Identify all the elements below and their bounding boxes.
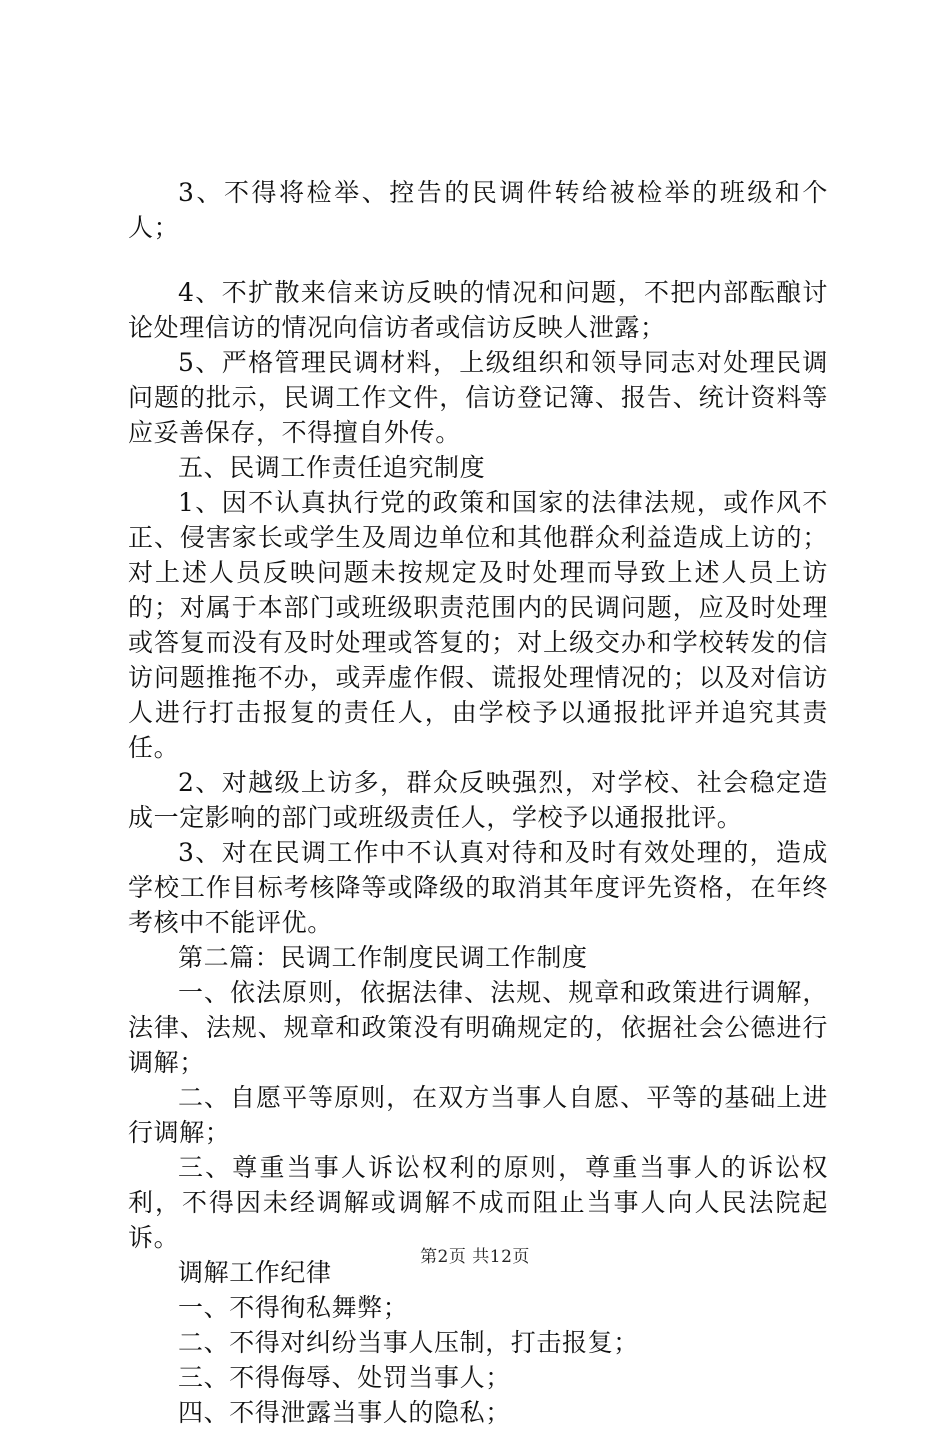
page-number-footer: 第2页 共12页 bbox=[420, 1247, 530, 1267]
paragraph-principle-3: 三、尊重当事人诉讼权利的原则，尊重当事人的诉讼权利，不得因未经调解或调解不成而阻止当事人向人民法院起诉。 bbox=[128, 1153, 828, 1252]
paragraph-rule-3: 3、不得将检举、控告的民调件转给被检举的班级和个人； bbox=[128, 178, 828, 242]
paragraph-rule-4: 4、不扩散来信来访反映的情况和问题，不把内部酝酿讨论处理信访的情况向信访者或信访反映人泄露； bbox=[128, 278, 828, 342]
section-heading-accountability: 五、民调工作责任追究制度 bbox=[178, 453, 486, 482]
section-heading-discipline: 调解工作纪律 bbox=[178, 1258, 332, 1287]
paragraph-principle-1: 一、依法原则，依据法律、法规、规章和政策进行调解，法律、法规、规章和政策没有明确规定的，依据社会公德进行调解； bbox=[128, 978, 828, 1077]
paragraph-accountability-3: 3、对在民调工作中不认真对待和及时有效处理的，造成学校工作目标考核降等或降级的取消其年度评先资格，在年终考核中不能评优。 bbox=[128, 838, 828, 937]
paragraph-discipline-2: 二、不得对纠纷当事人压制，打击报复； bbox=[178, 1328, 639, 1357]
paragraph-accountability-2: 2、对越级上访多，群众反映强烈，对学校、社会稳定造成一定影响的部门或班级责任人，学校予以通报批评。 bbox=[128, 768, 828, 832]
paragraph-discipline-4: 四、不得泄露当事人的隐私； bbox=[178, 1398, 511, 1427]
chapter-heading-part-two: 第二篇：民调工作制度民调工作制度 bbox=[178, 943, 588, 972]
paragraph-accountability-1: 1、因不认真执行党的政策和国家的法律法规，或作风不正、侵害家长或学生及周边单位和其他群众利益造成上访的；对上述人员反映问题未按规定及时处理而导致上述人员上访的；对属于本部门或班级职责范围内的民调问题，应及时处理或答复而没有及时处理或答复的；对上级交办和学校转发的信访问题推拖不办，或弄虚作假、谎报处理情况的；以及对信访人进行打击报复的责任人，由学校予以通报批评并追究其责任。 bbox=[128, 488, 828, 762]
paragraph-discipline-1: 一、不得徇私舞弊； bbox=[178, 1293, 409, 1322]
paragraph-principle-2: 二、自愿平等原则，在双方当事人自愿、平等的基础上进行调解； bbox=[128, 1083, 828, 1147]
paragraph-discipline-3: 三、不得侮辱、处罚当事人； bbox=[178, 1363, 511, 1392]
paragraph-rule-5: 5、严格管理民调材料，上级组织和领导同志对处理民调问题的批示，民调工作文件，信访登记簿、报告、统计资料等应妥善保存，不得擅自外传。 bbox=[128, 348, 828, 447]
